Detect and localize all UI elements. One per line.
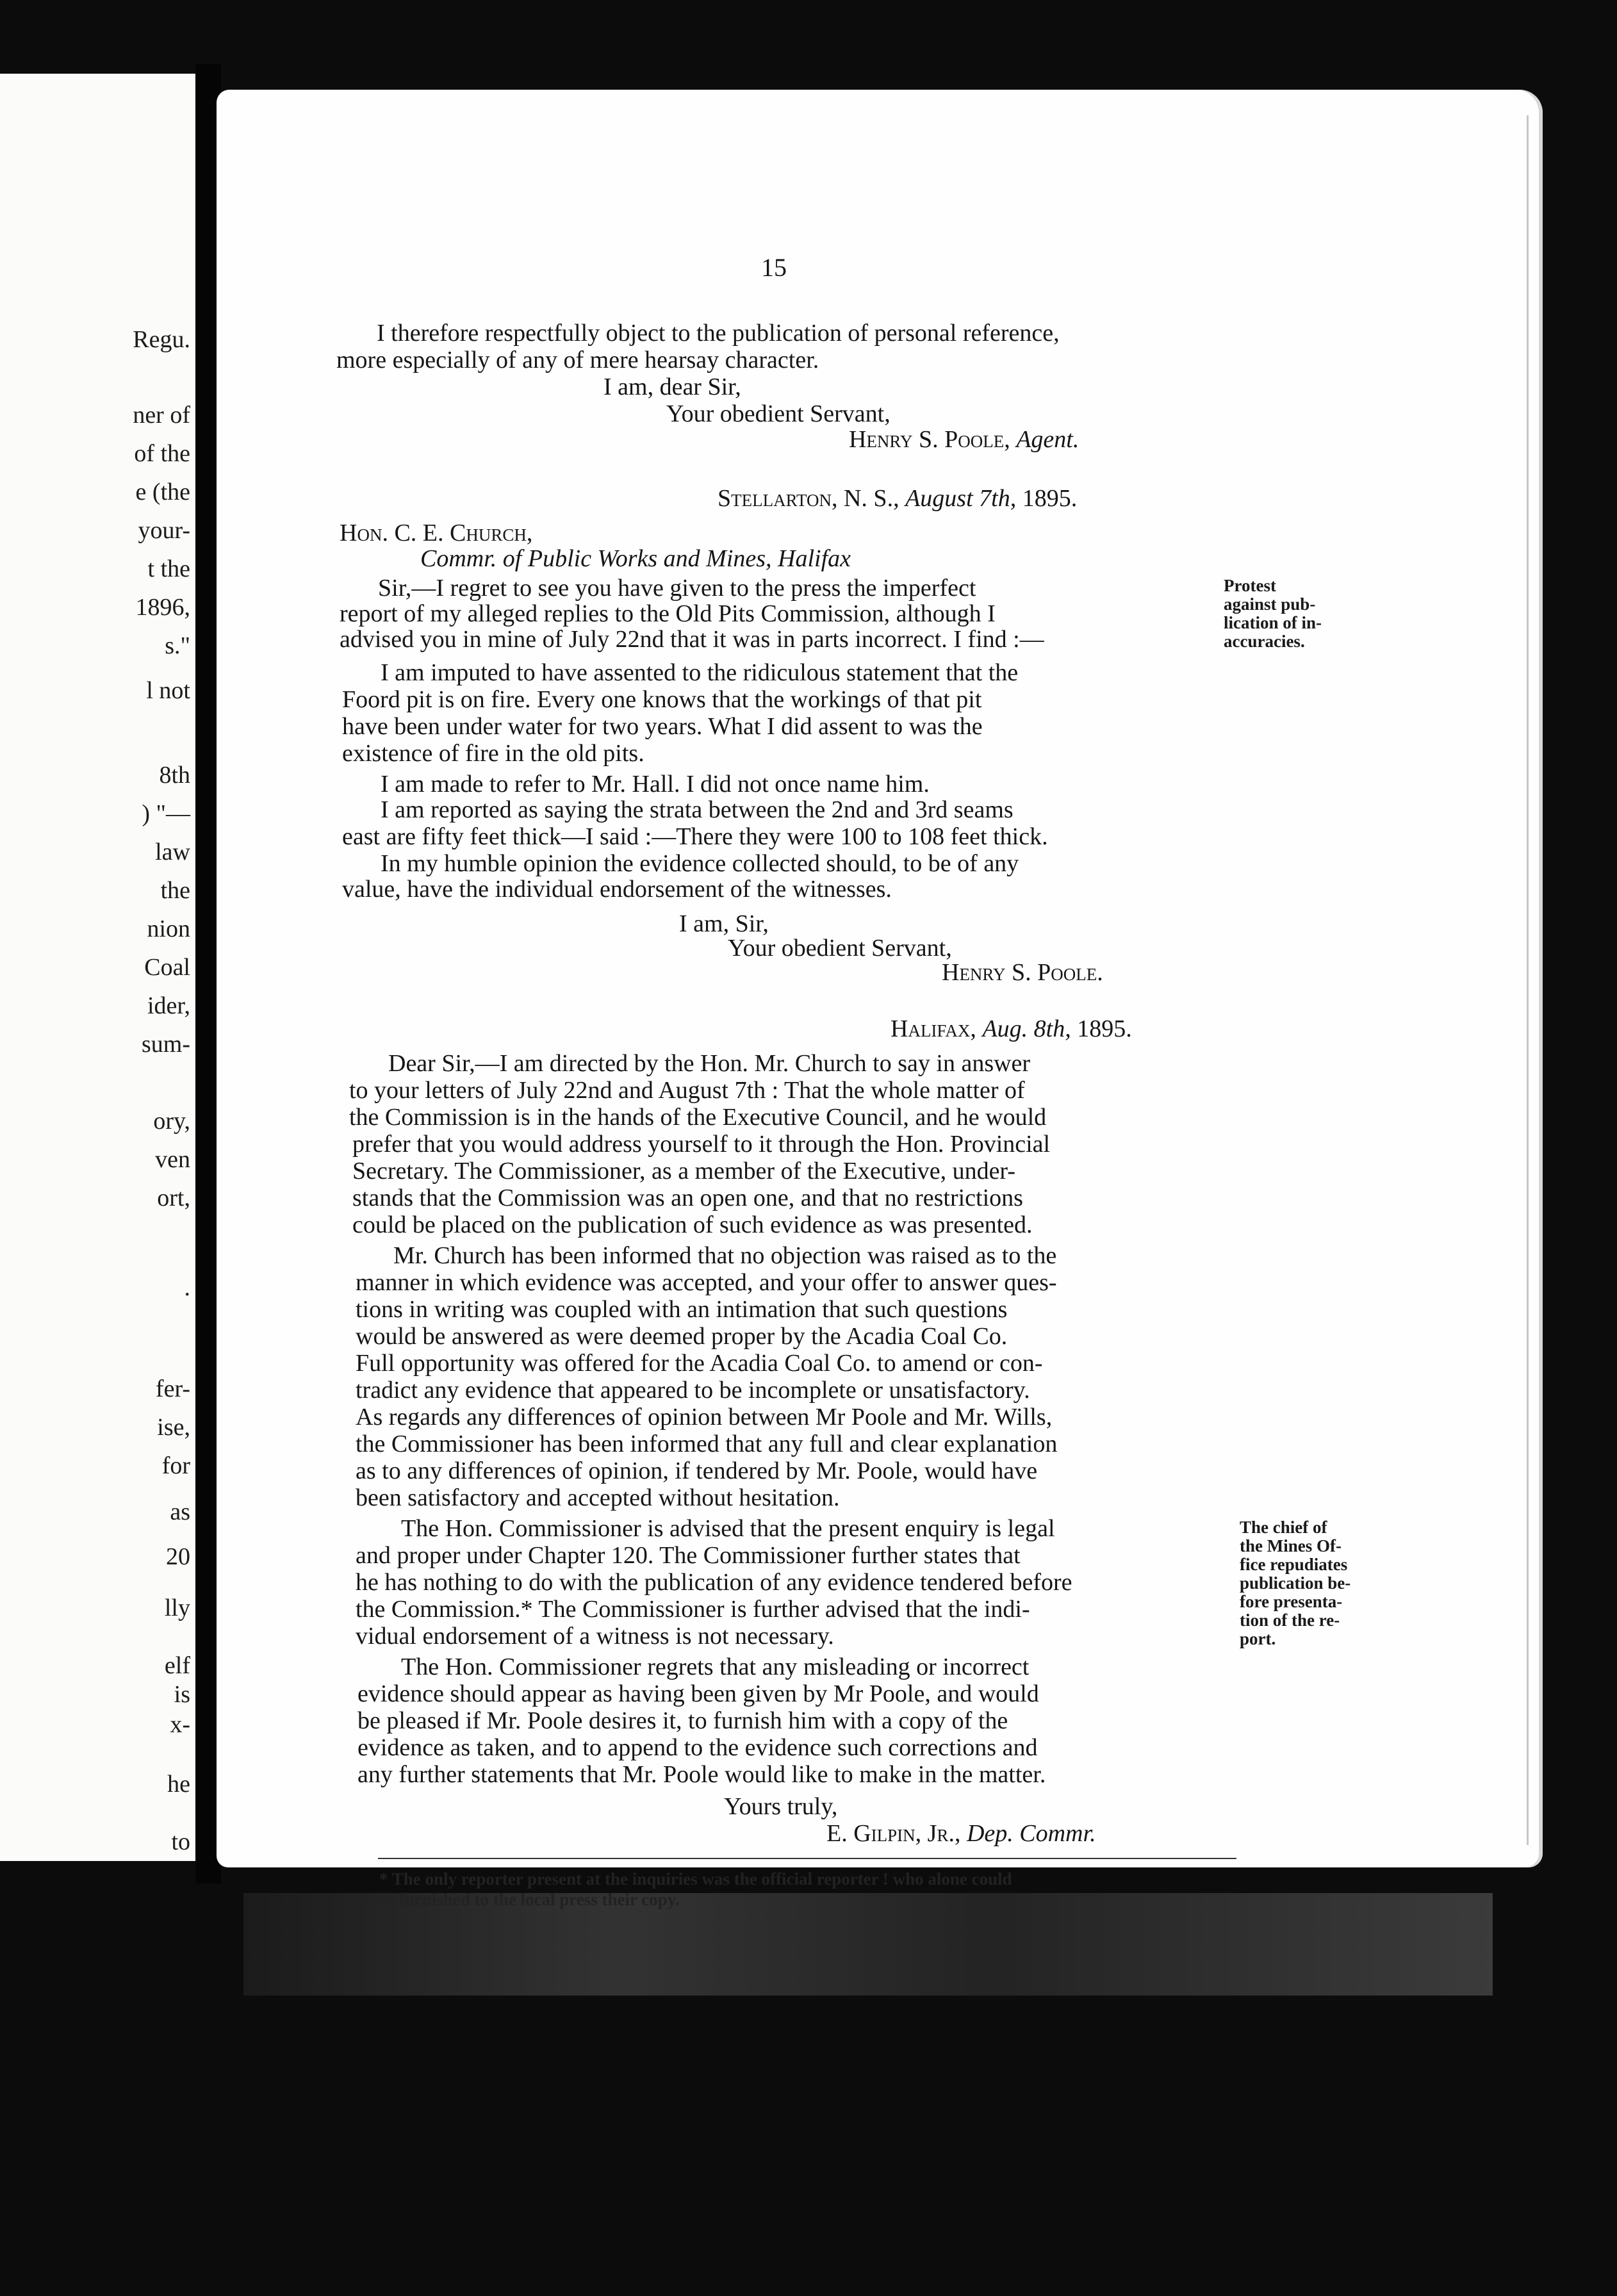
letter2-signature: Henry S. Poole. — [942, 959, 1103, 986]
letter2-line: have been under water for two years. What I did assent to was the — [342, 713, 983, 740]
margin-note-line: accuracies. — [1224, 632, 1305, 651]
footnote-rule — [378, 1858, 1236, 1859]
left-page-text-fragment: 1896, — [135, 594, 190, 621]
letter1-signature: Henry S. Poole, Agent. — [849, 426, 1079, 453]
dateline-place: Stellarton, N. S., — [718, 485, 899, 512]
letter2-line: In my humble opinion the evidence collected should, to be of any — [381, 850, 1019, 877]
letter3-line: would be answered as were deemed proper by the Acadia Coal Co. — [356, 1323, 1008, 1350]
signature-title: Agent. — [1016, 426, 1079, 453]
letter2-line: report of my alleged replies to the Old Pits Commission, although I — [340, 600, 996, 627]
letter3-closing: Yours truly, — [724, 1793, 838, 1820]
left-page-text-fragment: . — [184, 1274, 190, 1301]
left-page-text-fragment: as — [170, 1498, 190, 1525]
letter3-line: any further statements that Mr. Poole would like to make in the matter. — [357, 1761, 1046, 1788]
left-page-text-fragment: ider, — [147, 992, 190, 1019]
left-page-text-fragment: the — [160, 877, 190, 904]
left-page-text-fragment: ort, — [157, 1185, 190, 1211]
margin-note-line: against pub- — [1224, 594, 1316, 614]
letter3-line: Dear Sir,—I am directed by the Hon. Mr. Church to say in answer — [388, 1050, 1031, 1077]
letter3-line: The Hon. Commissioner is advised that the present enquiry is legal — [401, 1515, 1055, 1542]
letter3-line: been satisfactory and accepted without hesitation. — [356, 1484, 840, 1511]
margin-note-line: lication of in- — [1224, 613, 1322, 632]
left-page-text-fragment: s." — [165, 632, 190, 659]
letter3-line: Mr. Church has been informed that no objection was raised as to the — [393, 1242, 1057, 1269]
letter3-line: tradict any evidence that appeared to be incomplete or unsatisfactory. — [356, 1377, 1030, 1404]
left-page-text-fragment: l not — [146, 677, 190, 704]
letter3-line: As regards any differences of opinion between Mr Poole and Mr. Wills, — [356, 1404, 1053, 1431]
letter2-line: existence of fire in the old pits. — [342, 740, 644, 767]
letter3-line: the Commission is in the hands of the Executive Council, and he would — [349, 1104, 1047, 1131]
left-page-text-fragment: for — [161, 1452, 190, 1479]
left-page-text-fragment: 20 — [166, 1543, 190, 1570]
letter1-closing: I am, dear Sir, — [603, 373, 741, 400]
left-page-text-fragment: lly — [164, 1595, 190, 1621]
margin-note-line: fore presenta- — [1240, 1592, 1343, 1611]
dateline-date: Aug. 8th, — [982, 1015, 1071, 1042]
left-page-text-fragment: law — [155, 839, 190, 865]
letter3-line: manner in which evidence was accepted, and your offer to answer ques- — [356, 1269, 1057, 1296]
left-page-fragment — [0, 74, 202, 1861]
letter3-line: be pleased if Mr. Poole desires it, to furnish him with a copy of the — [357, 1707, 1008, 1734]
margin-note-line: tion of the re- — [1240, 1611, 1340, 1630]
margin-note-repudiation — [1240, 1518, 1368, 1648]
letter2-line: value, have the individual endorsement of the witnesses. — [342, 876, 892, 903]
letter3-line: could be placed on the publication of such evidence as was presented. — [352, 1211, 1033, 1238]
left-page-text-fragment: Regu. — [133, 326, 190, 353]
addressee-title: Commr. of Public Works and Mines, Halifax — [420, 545, 851, 572]
letter3-line: and proper under Chapter 120. The Commissioner further states that — [356, 1542, 1021, 1569]
left-page-text-fragment: sum- — [142, 1031, 190, 1058]
letter2-line: I am reported as saying the strata between the 2nd and 3rd seams — [381, 796, 1014, 823]
letter3-line: evidence as taken, and to append to the evidence such corrections and — [357, 1734, 1038, 1761]
letter2-line: I am made to refer to Mr. Hall. I did not once name him. — [381, 771, 930, 798]
letter3-line: the Commission.* The Commissioner is further advised that the indi- — [356, 1596, 1030, 1623]
letter2-line: I am imputed to have assented to the ridiculous statement that the — [381, 659, 1019, 686]
margin-note-line: fice repudiates — [1240, 1555, 1348, 1574]
letter2-line: Foord pit is on fire. Every one knows that the workings of that pit — [342, 686, 982, 713]
letter1-line: I therefore respectfully object to the publication of personal reference, — [377, 320, 1060, 347]
margin-note-line: publication be- — [1240, 1573, 1351, 1593]
left-page-text-fragment: ise, — [157, 1414, 190, 1441]
letter3-line: prefer that you would address yourself to it through the Hon. Provincial — [352, 1131, 1051, 1158]
dateline-year: 1895. — [1022, 485, 1078, 512]
addressee: Hon. C. E. Church, — [340, 520, 533, 546]
left-page-text-fragment: he — [167, 1771, 190, 1798]
letter3-dateline — [891, 1016, 1132, 1042]
letter2-line: advised you in mine of July 22nd that it was in parts incorrect. I find :— — [340, 626, 1044, 653]
left-page-text-fragment: e (the — [135, 479, 190, 505]
letter3-line: vidual endorsement of a witness is not necessary. — [356, 1623, 834, 1650]
letter3-line: Full opportunity was offered for the Acadia Coal Co. to amend or con- — [356, 1350, 1043, 1377]
letter3-line: stands that the Commission was an open one, and that no restrictions — [352, 1185, 1023, 1211]
letter1-line: more especially of any of mere hearsay character. — [336, 347, 819, 373]
page-number: 15 — [761, 253, 787, 282]
signature-name: E. Gilpin, Jr., — [826, 1820, 961, 1847]
left-page-text-fragment: ven — [155, 1146, 190, 1173]
left-page-text-fragment: is — [174, 1681, 190, 1708]
letter3-line: Secretary. The Commissioner, as a member of the Executive, under- — [352, 1158, 1015, 1185]
margin-note-line: Protest — [1224, 576, 1276, 595]
left-page-text-fragment: elf — [164, 1652, 190, 1679]
footnote-line: * The only reporter present at the inquiries was the official reporter ! who alone could — [379, 1869, 1012, 1889]
margin-note-line: the Mines Of- — [1240, 1536, 1342, 1555]
margin-note-line: port. — [1240, 1629, 1276, 1648]
letter2-line: east are fifty feet thick—I said :—There they were 100 to 108 feet thick. — [342, 823, 1048, 850]
letter3-line: tions in writing was coupled with an intimation that such questions — [356, 1296, 1008, 1323]
letter3-line: as to any differences of opinion, if tendered by Mr. Poole, would have — [356, 1457, 1038, 1484]
left-page-text-fragment: ory, — [153, 1108, 190, 1135]
left-page-text-fragment: of the — [134, 440, 190, 467]
letter3-line: The Hon. Commissioner regrets that any misleading or incorrect — [401, 1653, 1030, 1680]
dateline-year: 1895. — [1077, 1015, 1132, 1042]
page-edge — [1527, 115, 1529, 1845]
left-page-text-fragment: fer- — [155, 1375, 190, 1402]
margin-note-line: The chief of — [1240, 1518, 1327, 1537]
dateline-date: August 7th, — [905, 485, 1017, 512]
left-page-text-fragment: your- — [138, 517, 190, 544]
left-page-text-fragment: 8th — [159, 762, 190, 789]
dateline-place: Halifax, — [891, 1015, 976, 1042]
letter2-closing: I am, Sir, — [679, 910, 769, 937]
footnote-line: have furnished to the local press their copy. — [360, 1890, 680, 1909]
left-page-text-fragment: t the — [147, 555, 190, 582]
letter2-closing: Your obedient Servant, — [728, 935, 952, 962]
left-page-text-fragment: x- — [170, 1711, 190, 1738]
letter3-line: the Commissioner has been informed that any full and clear explanation — [356, 1431, 1058, 1457]
letter1-closing: Your obedient Servant, — [666, 400, 891, 427]
signature-name: Henry S. Poole — [849, 426, 1005, 453]
left-page-text-fragment: Coal — [144, 954, 190, 981]
letter3-signature — [826, 1821, 1096, 1846]
margin-note-protest — [1224, 577, 1358, 651]
letter3-line: he has nothing to do with the publication of any evidence tendered before — [356, 1569, 1072, 1596]
letter2-line: Sir,—I regret to see you have given to the press the imperfect — [378, 575, 976, 602]
left-page-text-fragment: ) "— — [142, 800, 190, 827]
letter3-line: to your letters of July 22nd and August 7th : That the whole matter of — [349, 1077, 1025, 1104]
left-page-text-fragment: to — [171, 1828, 190, 1855]
left-page-text-fragment: nion — [147, 915, 190, 942]
signature-title: Dep. Commr. — [966, 1820, 1096, 1847]
letter3-line: evidence should appear as having been given by Mr Poole, and would — [357, 1680, 1039, 1707]
letter2-dateline — [718, 486, 1077, 511]
left-page-text-fragment: ner of — [133, 402, 190, 429]
